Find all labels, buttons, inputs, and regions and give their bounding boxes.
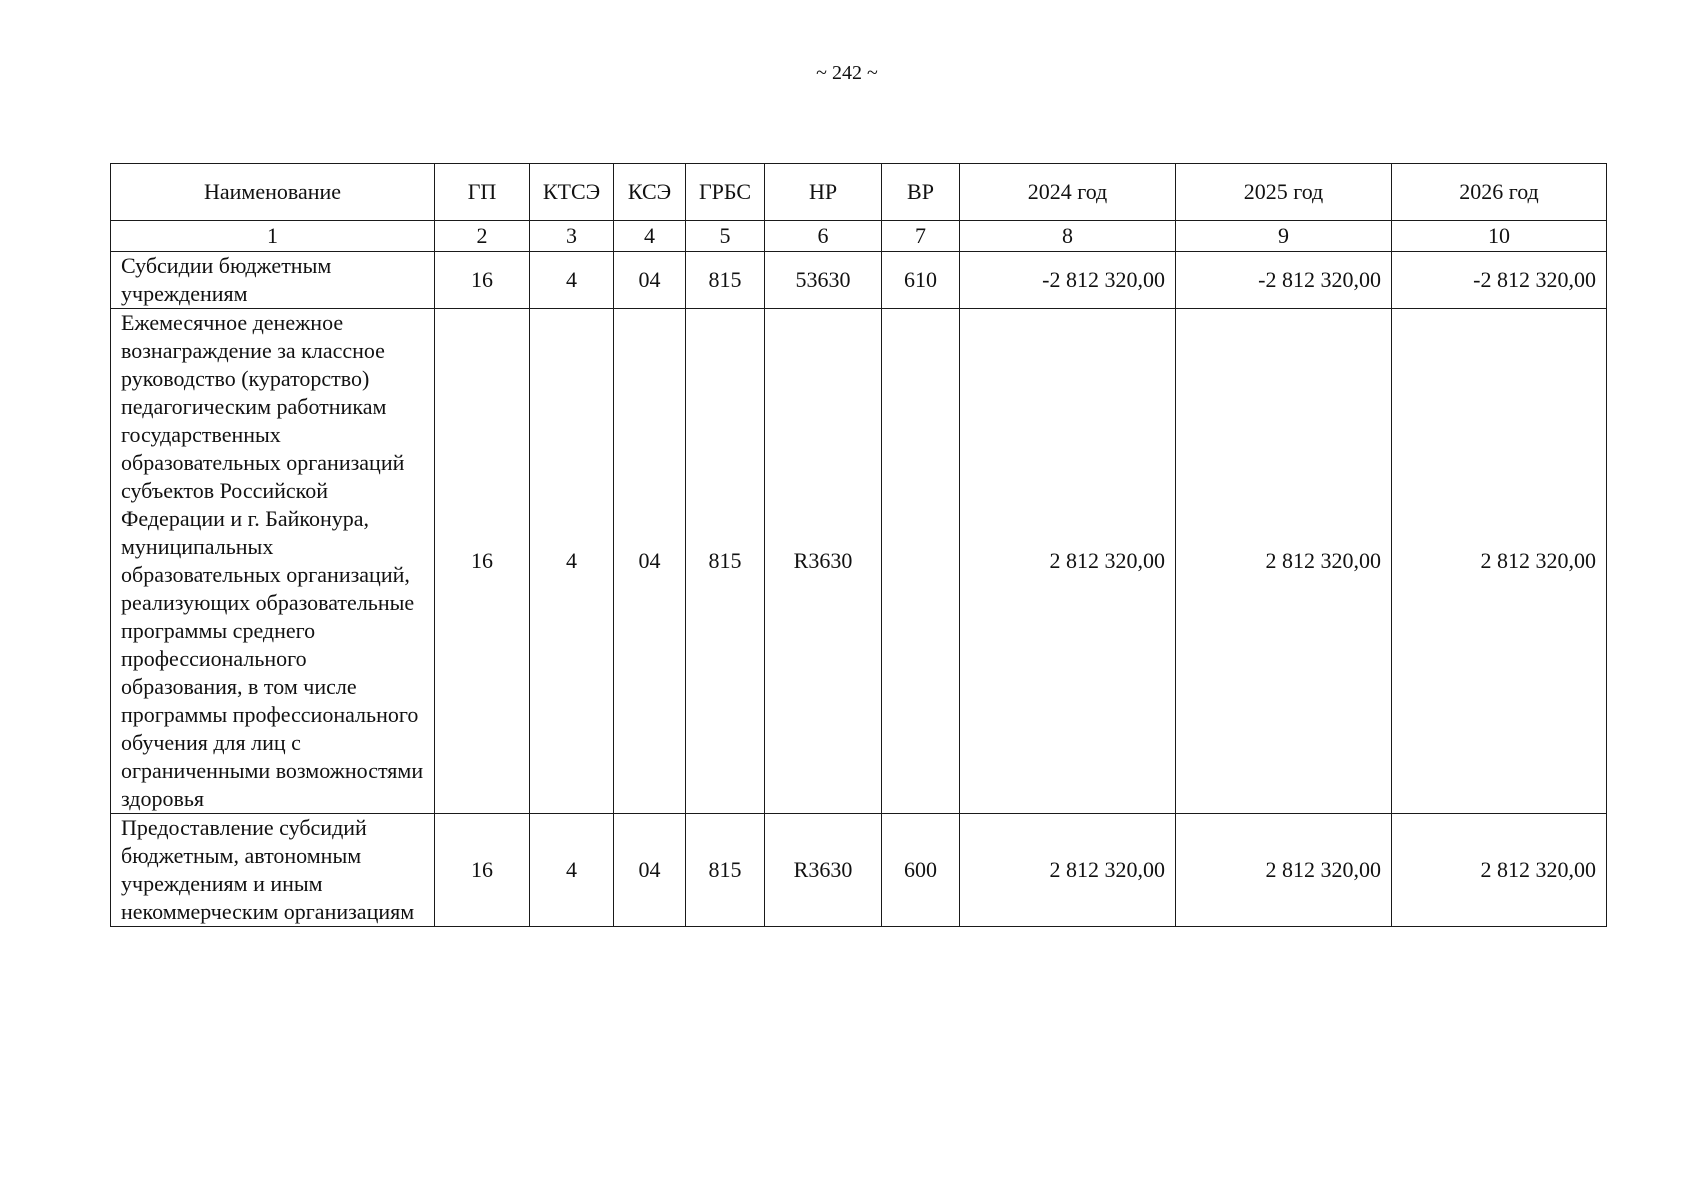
- kse-cell: 04: [614, 252, 686, 309]
- budget-table: [110, 163, 1607, 927]
- column-number-row: [111, 221, 1607, 252]
- column-header-nr: НР: [765, 164, 882, 221]
- gp-cell: 16: [435, 309, 530, 814]
- amount-2026-cell: 2 812 320,00: [1392, 309, 1607, 814]
- ktse-cell: 4: [530, 814, 614, 927]
- page-number: ~ 242 ~: [816, 62, 878, 84]
- table-row: [111, 309, 1607, 814]
- grbs-cell: 815: [686, 252, 765, 309]
- column-number: 1: [111, 221, 435, 252]
- grbs-cell: 815: [686, 814, 765, 927]
- row-name-cell: Предоставление субсидий бюджетным, автономным учреждениям и иным некоммерческим организациям: [111, 814, 435, 927]
- row-name-cell: Ежемесячное денежное вознаграждение за классное руководство (кураторство) педагогическим работникам государственных образовательных организаций субъектов Российской Федерации и г. Байконура, муниципальных образовательных организаций, реализующих образовательные программы среднего профессионального образования, в том числе программы профессионального обучения для лиц с ограниченными возможностями здоровья: [111, 309, 435, 814]
- ktse-cell: 4: [530, 252, 614, 309]
- column-number: 3: [530, 221, 614, 252]
- column-header-name: Наименование: [111, 164, 435, 221]
- table-row: [111, 814, 1607, 927]
- gp-cell: 16: [435, 252, 530, 309]
- column-header-2025: 2025 год: [1176, 164, 1392, 221]
- column-number: 8: [960, 221, 1176, 252]
- amount-2026-cell: -2 812 320,00: [1392, 252, 1607, 309]
- column-header-2024: 2024 год: [960, 164, 1176, 221]
- kse-cell: 04: [614, 814, 686, 927]
- nr-cell: 53630: [765, 252, 882, 309]
- amount-2024-cell: 2 812 320,00: [960, 309, 1176, 814]
- amount-2025-cell: -2 812 320,00: [1176, 252, 1392, 309]
- column-header-grbs: ГРБС: [686, 164, 765, 221]
- grbs-cell: 815: [686, 309, 765, 814]
- column-number: 5: [686, 221, 765, 252]
- column-header-2026: 2026 год: [1392, 164, 1607, 221]
- gp-cell: 16: [435, 814, 530, 927]
- column-header-gp: ГП: [435, 164, 530, 221]
- amount-2025-cell: 2 812 320,00: [1176, 309, 1392, 814]
- column-number: 6: [765, 221, 882, 252]
- column-number: 7: [882, 221, 960, 252]
- amount-2024-cell: -2 812 320,00: [960, 252, 1176, 309]
- vr-cell: 600: [882, 814, 960, 927]
- column-header-ktse: КТСЭ: [530, 164, 614, 221]
- nr-cell: R3630: [765, 309, 882, 814]
- column-number: 2: [435, 221, 530, 252]
- amount-2025-cell: 2 812 320,00: [1176, 814, 1392, 927]
- column-number: 9: [1176, 221, 1392, 252]
- ktse-cell: 4: [530, 309, 614, 814]
- amount-2024-cell: 2 812 320,00: [960, 814, 1176, 927]
- table-row: [111, 252, 1607, 309]
- amount-2026-cell: 2 812 320,00: [1392, 814, 1607, 927]
- table-header-row: [111, 164, 1607, 221]
- kse-cell: 04: [614, 309, 686, 814]
- column-header-vr: ВР: [882, 164, 960, 221]
- column-number: 10: [1392, 221, 1607, 252]
- nr-cell: R3630: [765, 814, 882, 927]
- vr-cell: [882, 309, 960, 814]
- vr-cell: 610: [882, 252, 960, 309]
- column-header-kse: КСЭ: [614, 164, 686, 221]
- row-name-cell: Субсидии бюджетным учреждениям: [111, 252, 435, 309]
- column-number: 4: [614, 221, 686, 252]
